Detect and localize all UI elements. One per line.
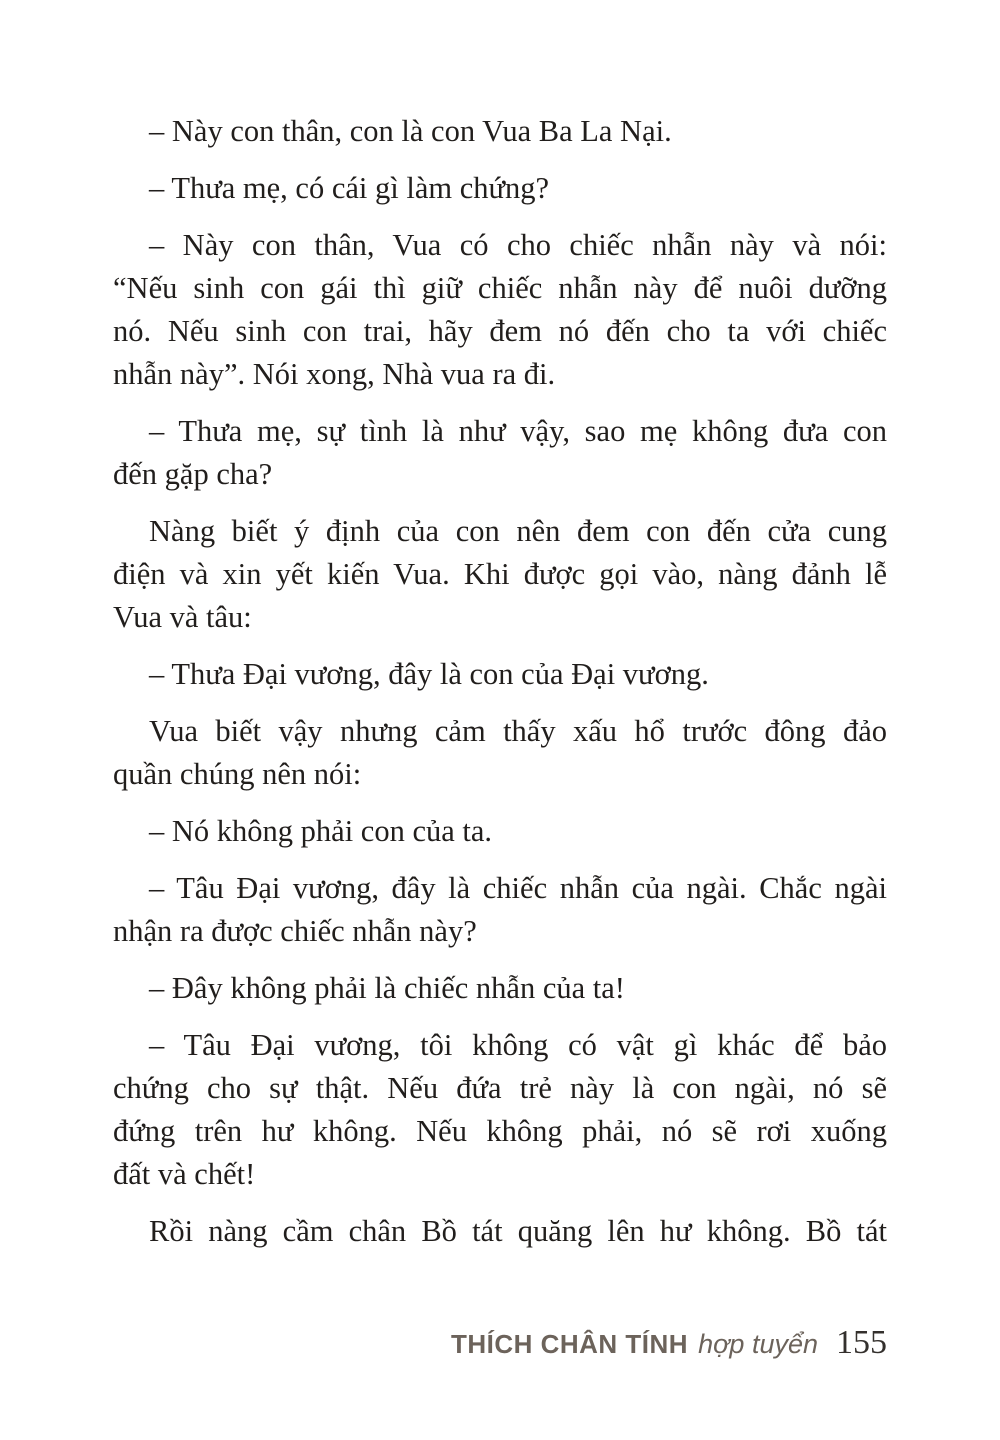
paragraph (113, 110, 887, 153)
paragraph (113, 167, 887, 210)
text-line: – Thưa mẹ, sự tình là như vậy, sao mẹ không đưa con (149, 414, 887, 448)
text-line: nó. Nếu sinh con trai, hãy đem nó đến cho ta với chiếc (113, 314, 887, 348)
text-line: – Này con thân, con là con Vua Ba La Nại. (149, 114, 672, 148)
text-line: – Tâu Đại vương, tôi không có vật gì khác để bảo (149, 1028, 887, 1062)
text-line: điện và xin yết kiến Vua. Khi được gọi vào, nàng đảnh lễ (113, 557, 887, 591)
text-line: quần chúng nên nói: (113, 757, 362, 791)
paragraph (113, 1024, 887, 1196)
text-line: “Nếu sinh con gái thì giữ chiếc nhẫn này để nuôi dưỡng (113, 271, 887, 305)
text-line: Vua và tâu: (113, 600, 252, 634)
text-line: – Thưa mẹ, có cái gì làm chứng? (149, 171, 550, 205)
text-line: Nàng biết ý định của con nên đem con đến cửa cung (149, 514, 887, 548)
text-line: nhẫn này”. Nói xong, Nhà vua ra đi. (113, 357, 556, 391)
author-name: THÍCH CHÂN TÍNH (450, 1329, 689, 1359)
text-line: đứng trên hư không. Nếu không phải, nó sẽ rơi xuống (113, 1114, 887, 1148)
text-line: – Đây không phải là chiếc nhẫn của ta! (149, 971, 625, 1005)
paragraph (113, 967, 887, 1010)
text-line: chứng cho sự thật. Nếu đứa trẻ này là con ngài, nó sẽ (113, 1071, 887, 1105)
paragraph (113, 867, 887, 953)
text-line: đất và chết! (113, 1157, 256, 1191)
paragraph (113, 810, 887, 853)
text-line: Rồi nàng cầm chân Bồ tát quăng lên hư không. Bồ tát (149, 1214, 887, 1248)
paragraph (113, 1210, 887, 1253)
text-line: đến gặp cha? (113, 457, 273, 491)
text-line: – Thưa Đại vương, đây là con của Đại vương. (149, 657, 709, 691)
paragraph (113, 510, 887, 639)
collection-label: hợp tuyển (698, 1329, 818, 1359)
body-text (113, 110, 887, 1267)
text-line: – Nó không phải con của ta. (149, 814, 493, 848)
paragraph (113, 653, 887, 696)
page-footer (451, 1324, 887, 1362)
text-line: nhận ra được chiếc nhẫn này? (113, 914, 477, 948)
paragraph (113, 410, 887, 496)
page-number: 155 (836, 1324, 887, 1361)
text-line: – Này con thân, Vua có cho chiếc nhẫn này và nói: (149, 228, 887, 262)
text-line: Vua biết vậy nhưng cảm thấy xấu hổ trước đông đảo (149, 714, 887, 748)
paragraph (113, 710, 887, 796)
paragraph (113, 224, 887, 396)
text-line: – Tâu Đại vương, đây là chiếc nhẫn của ngài. Chắc ngài (149, 871, 887, 905)
